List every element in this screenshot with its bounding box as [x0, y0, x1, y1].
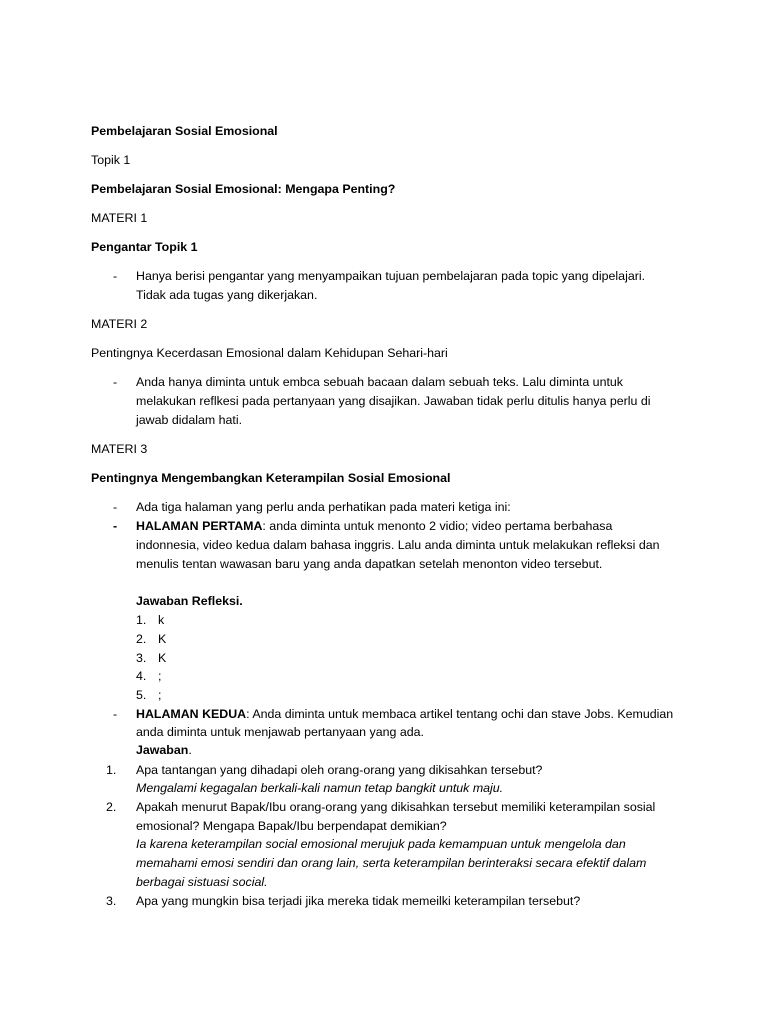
answer-number: 2.: [136, 632, 147, 646]
materi-1-label: MATERI 1: [91, 211, 148, 225]
question-text: Apa yang mungkin bisa terjadi jika mereka tidak memeilki keterampilan tersebut?: [136, 894, 581, 908]
halaman-kedua-text: : Anda diminta untuk membaca artikel tentang ochi dan stave Jobs. Kemudian: [246, 707, 674, 721]
bullet-dash: -: [113, 500, 118, 514]
materi-2-label: MATERI 2: [91, 317, 148, 331]
materi-2-text-line: jawab didalam hati.: [136, 413, 243, 427]
jawaban-line: [136, 741, 192, 760]
halaman-kedua-label: HALAMAN KEDUA: [136, 707, 247, 721]
question-number: 3.: [106, 894, 117, 908]
answer-text: K: [158, 632, 167, 646]
jawaban-label: Jawaban: [136, 743, 189, 757]
answer-text-italic: Mengalami kegagalan berkali-kali namun tetap bangkit untuk maju.: [136, 781, 504, 795]
halaman-kedua-text-line: anda diminta untuk menjawab pertanyaan yang ada.: [136, 725, 424, 739]
materi-2-text-line: Anda hanya diminta untuk embca sebuah bacaan dalam sebuah teks. Lalu diminta untuk: [136, 375, 623, 389]
materi-2-text-line: melakukan reflkesi pada pertanyaan yang disajikan. Jawaban tidak perlu ditulis hanya perlu di: [136, 394, 651, 408]
topic-title: Pembelajaran Sosial Emosional: Mengapa Penting?: [91, 182, 396, 196]
materi-1-text-line: Hanya berisi pengantar yang menyampaikan tujuan pembelajaran pada topic yang dipelajari.: [136, 269, 646, 283]
jawaban-dot: .: [188, 743, 192, 757]
bullet-dash: -: [113, 707, 118, 721]
materi-3-intro: Ada tiga halaman yang perlu anda perhatikan pada materi ketiga ini:: [136, 500, 511, 514]
bullet-dash: -: [113, 375, 118, 389]
materi-3-label: MATERI 3: [91, 442, 148, 456]
answer-text: ;: [158, 688, 162, 702]
answer-text: ;: [158, 669, 162, 683]
answer-number: 1.: [136, 613, 147, 627]
bullet-dash: -: [113, 519, 118, 533]
halaman-pertama-text-line: menulis tentan wawasan baru yang anda dapatkan setelah menonton video tersebut.: [136, 557, 603, 571]
halaman-pertama-line: [136, 517, 612, 536]
answer-number: 5.: [136, 688, 147, 702]
bullet-dash: -: [113, 269, 118, 283]
answer-text: k: [158, 613, 165, 627]
question-number: 2.: [106, 800, 117, 814]
materi-1-text-line: Tidak ada tugas yang dikerjakan.: [136, 288, 318, 302]
halaman-pertama-text: : anda diminta untuk menonto 2 vidio; video pertama berbahasa: [262, 519, 613, 533]
answer-text: K: [158, 651, 167, 665]
answer-number: 4.: [136, 669, 147, 683]
halaman-kedua-line: [136, 705, 673, 724]
materi-2-heading: Pentingnya Kecerdasan Emosional dalam Kehidupan Sehari-hari: [91, 346, 448, 360]
topic-label: Topik 1: [91, 153, 131, 167]
question-text: Apakah menurut Bapak/Ibu orang-orang yang dikisahkan tersebut memiliki keterampilan sosial: [136, 800, 656, 814]
materi-3-heading: Pentingnya Mengembangkan Keterampilan Sosial Emosional: [91, 471, 451, 485]
materi-1-heading: Pengantar Topik 1: [91, 240, 198, 254]
answer-text-italic: memahami emosi sendiri dan orang lain, serta keterampilan berinteraksi secara efektif dalam: [136, 856, 647, 870]
question-number: 1.: [106, 763, 117, 777]
document-title: Pembelajaran Sosial Emosional: [91, 124, 278, 138]
answer-text-italic: berbagai sistuasi social.: [136, 875, 268, 889]
answer-text-italic: Ia karena keterampilan social emosional merujuk pada kemampuan untuk mengelola dan: [136, 837, 626, 851]
halaman-pertama-label: HALAMAN PERTAMA: [136, 519, 263, 533]
halaman-pertama-text-line: indonnesia, video kedua dalam bahasa inggris. Lalu anda diminta untuk melakukan refleksi dan: [136, 538, 660, 552]
question-text: Apa tantangan yang dihadapi oleh orang-orang yang dikisahkan tersebut?: [136, 763, 543, 777]
question-text: emosional? Mengapa Bapak/Ibu berpendapat demikian?: [136, 819, 447, 833]
jawaban-refleksi-title: Jawaban Refleksi.: [136, 594, 243, 608]
answer-number: 3.: [136, 651, 147, 665]
